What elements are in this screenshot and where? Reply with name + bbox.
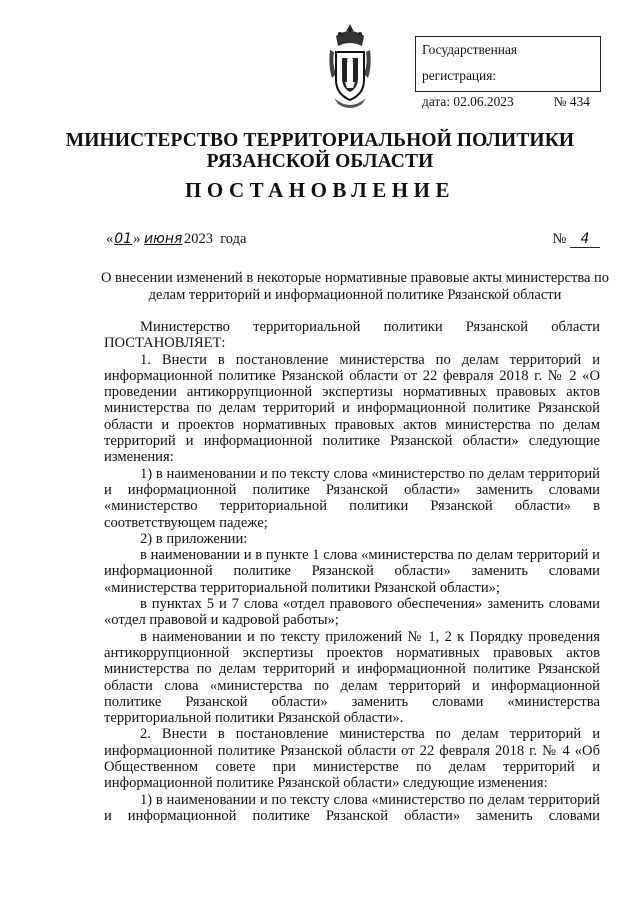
document-body [104,319,600,824]
close-quote: » [133,231,141,247]
date-number-row [106,231,600,253]
body-paragraph: Министерство территориальной политики Рязанской области [140,319,600,335]
handwritten-number: 4 [570,231,600,248]
handwritten-day: 01 [114,231,133,247]
number-prefix: № [552,231,567,247]
date-year-suffix: года [220,231,247,247]
handwritten-month: июня [143,231,183,247]
registration-stamp [415,36,601,109]
body-paragraph: в наименовании и в пункте 1 слова «министерства по делам территорий и информационной политике Рязанской области» заменить словами «министерства территориальной политики Рязанской области»; [104,547,600,596]
body-paragraph: 1) в наименовании и по тексту слова «министерство по делам территорий и информационной политике Рязанской области» заменить словами «министерство территориальной политики Рязанской области» в соответствующем падеже; [104,465,600,531]
body-paragraph: в пунктах 5 и 7 слова «отдел правового обеспечения» заменить словами «отдел правовой и кадровой работы»; [104,596,600,629]
coat-of-arms-emblem [326,22,374,116]
body-paragraph: 2. Внести в постановление министерства по делам территорий и информационной политике Рязанской области от 22 февраля 2018 г. № 4 «Об Общественном совете при министерстве по делам территорий и информационной политике Рязанской области» следующие изменения: [104,726,600,792]
ministry-name-line1: МИНИСТЕРСТВО ТЕРРИТОРИАЛЬНОЙ ПОЛИТИКИ [65,130,575,151]
open-quote: « [106,231,114,247]
body-paragraph: в наименовании и по тексту приложений № 1, 2 к Порядку проведения антикоррупционной экспертизы проектов нормативных правовых актов министерства по делам территорий и информационной политике Рязанской области слова «министерства по делам территорий и информационной политике Рязанской области» заменить словами «министерства территориальной политики Рязанской области». [104,628,600,727]
ministry-name [0,130,640,172]
date-year: 2023 [183,231,213,247]
body-paragraph: 1) в наименовании и по тексту слова «министерство по делам территорий и информационной политике Рязанской области» заменить словами [104,791,600,824]
document-number [553,231,600,248]
body-paragraph: 1. Внести в постановление министерства по делам территорий и информационной политике Рязанской области от 22 февраля 2018 г. № 2 «О проведении антикоррупционной экспертизы нормативных правовых актов министерства по делам территорий и информационной политике Рязанской области и проектов нормативных правовых актов министерства по делам территорий и информационной политике Рязанской области» следующие изменения: [104,351,600,466]
body-paragraph: ПОСТАНОВЛЯЕТ: [104,335,226,352]
registration-date: дата: 02.06.2023 [422,94,514,109]
document-type: ПОСТАНОВЛЕНИЕ [185,178,455,202]
body-paragraph: 2) в приложении: [140,530,248,547]
document-date [106,231,246,248]
document-subject: О внесении изменений в некоторые нормативные правовые акты министерства по делам территорий и информационной политике Рязанской области [100,270,610,303]
registration-number: № 434 [553,94,590,109]
registration-label: Государственная регистрация: [422,42,518,83]
ministry-name-line2: РЯЗАНСКОЙ ОБЛАСТИ [206,151,434,172]
